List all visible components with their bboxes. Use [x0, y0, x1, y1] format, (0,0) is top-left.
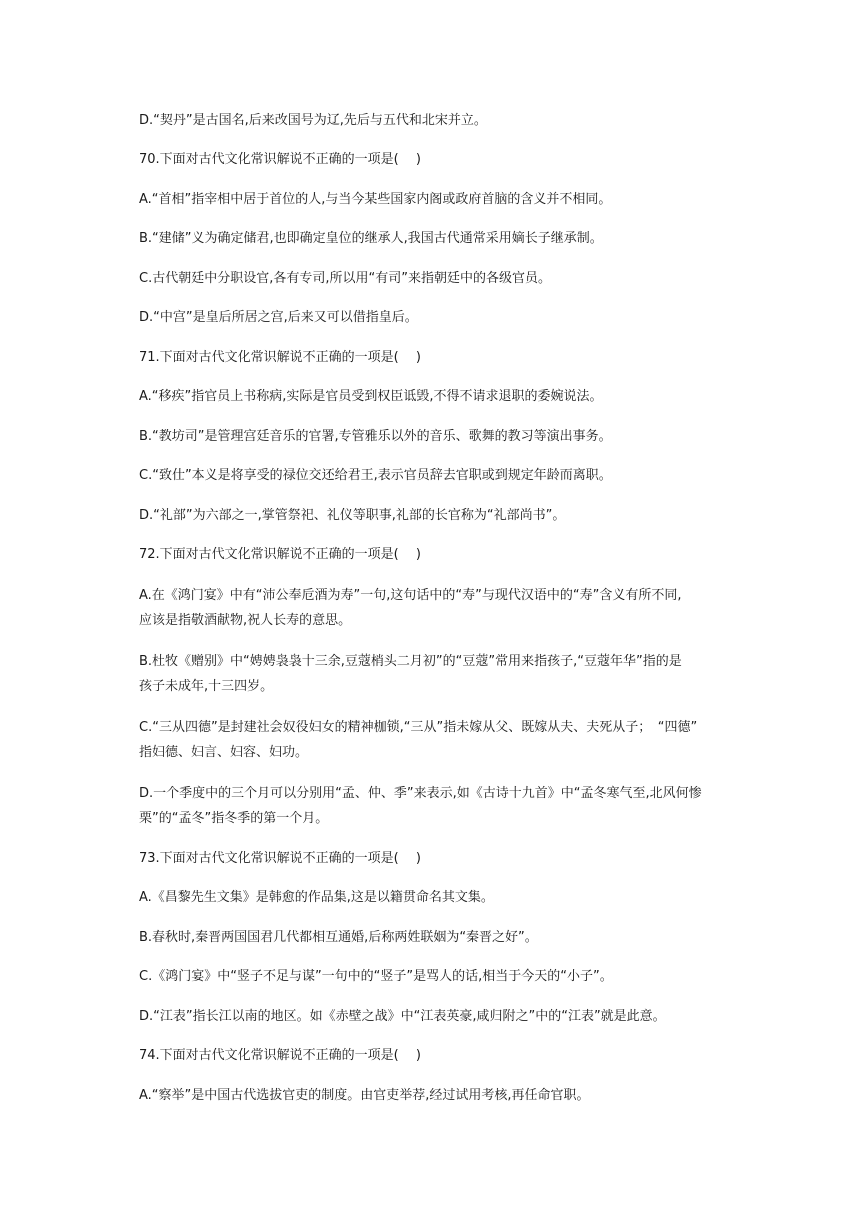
option-c-71: C.“致仕”本义是将享受的禄位交还给君王,表示官员辞去官职或到规定年龄而离职。 [139, 468, 612, 483]
option-b-71: B.“教坊司”是管理宫廷音乐的官署,专管雅乐以外的音乐、歌舞的教习等演出事务。 [139, 429, 612, 444]
option-d-70: D.“中宫”是皇后所居之宫,后来又可以借指皇后。 [139, 310, 418, 325]
option-c-70: C.古代朝廷中分职设官,各有专司,所以用“有司”来指朝廷中的各级官员。 [139, 271, 551, 286]
option-c-73: C.《鸿门宴》中“竖子不足与谋”一句中的“竖子”是骂人的话,相当于今天的“小子”。 [139, 969, 613, 984]
option-a-72-line1: A.在《鸿门宴》中有“沛公奉卮酒为寿”一句,这句话中的“寿”与现代汉语中的“寿”含义有所不同, [139, 588, 682, 603]
option-a-71: A.“移疾”指官员上书称病,实际是官员受到权臣诋毁,不得不请求退职的委婉说法。 [139, 389, 603, 404]
option-a-70: A.“首相”指宰相中居于首位的人,与当今某些国家内阁或政府首脑的含义并不相同。 [139, 192, 612, 207]
question-71: 71.下面对古代文化常识解说不正确的一项是( ) [139, 350, 421, 365]
option-d-71: D.“礼部”为六部之一,掌管祭祀、礼仪等职事,礼部的长官称为“礼部尚书”。 [139, 508, 566, 523]
option-d-72-line2: 栗”的“孟冬”指冬季的第一个月。 [139, 811, 329, 826]
option-a-73: A.《昌黎先生文集》是韩愈的作品集,这是以籍贯命名其文集。 [139, 890, 494, 905]
option-b-73: B.春秋时,秦晋两国国君几代都相互通婚,后称两姓联姻为“秦晋之好”。 [139, 930, 538, 945]
question-72: 72.下面对古代文化常识解说不正确的一项是( ) [139, 547, 421, 562]
option-d-73: D.“江表”指长江以南的地区。如《赤壁之战》中“江表英豪,咸归附之”中的“江表”就是此意。 [139, 1009, 666, 1024]
option-c-72-line2: 指妇德、妇言、妇容、妇功。 [139, 745, 309, 760]
option-b-72-line1: B.杜牧《赠别》中“娉娉袅袅十三余,豆蔻梢头二月初”的“豆蔻”常用来指孩子,“豆蔻年华”指的是 [139, 654, 682, 669]
option-b-70: B.“建储”义为确定储君,也即确定皇位的继承人,我国古代通常采用嫡长子继承制。 [139, 231, 603, 246]
option-b-72-line2: 孩子未成年,十三四岁。 [139, 679, 274, 694]
option-d-69: D.“契丹”是古国名,后来改国号为辽,先后与五代和北宋并立。 [139, 113, 487, 128]
option-a-72-line2: 应该是指敬酒献物,祝人长寿的意思。 [139, 613, 352, 628]
option-d-72-line1: D.一个季度中的三个月可以分别用“孟、仲、季”来表示,如《古诗十九首》中“孟冬寒气至,北风何惨 [139, 786, 702, 801]
question-70: 70.下面对古代文化常识解说不正确的一项是( ) [139, 152, 421, 167]
option-c-72-line1: C.“三从四德”是封建社会奴役妇女的精神枷锁,“三从”指未嫁从父、既嫁从夫、夫死从子； “四德” [139, 720, 698, 735]
question-73: 73.下面对古代文化常识解说不正确的一项是( ) [139, 851, 421, 866]
option-a-74: A.“察举”是中国古代选拔官吏的制度。由官吏举荐,经过试用考核,再任命官职。 [139, 1088, 590, 1103]
question-74: 74.下面对古代文化常识解说不正确的一项是( ) [139, 1048, 421, 1063]
